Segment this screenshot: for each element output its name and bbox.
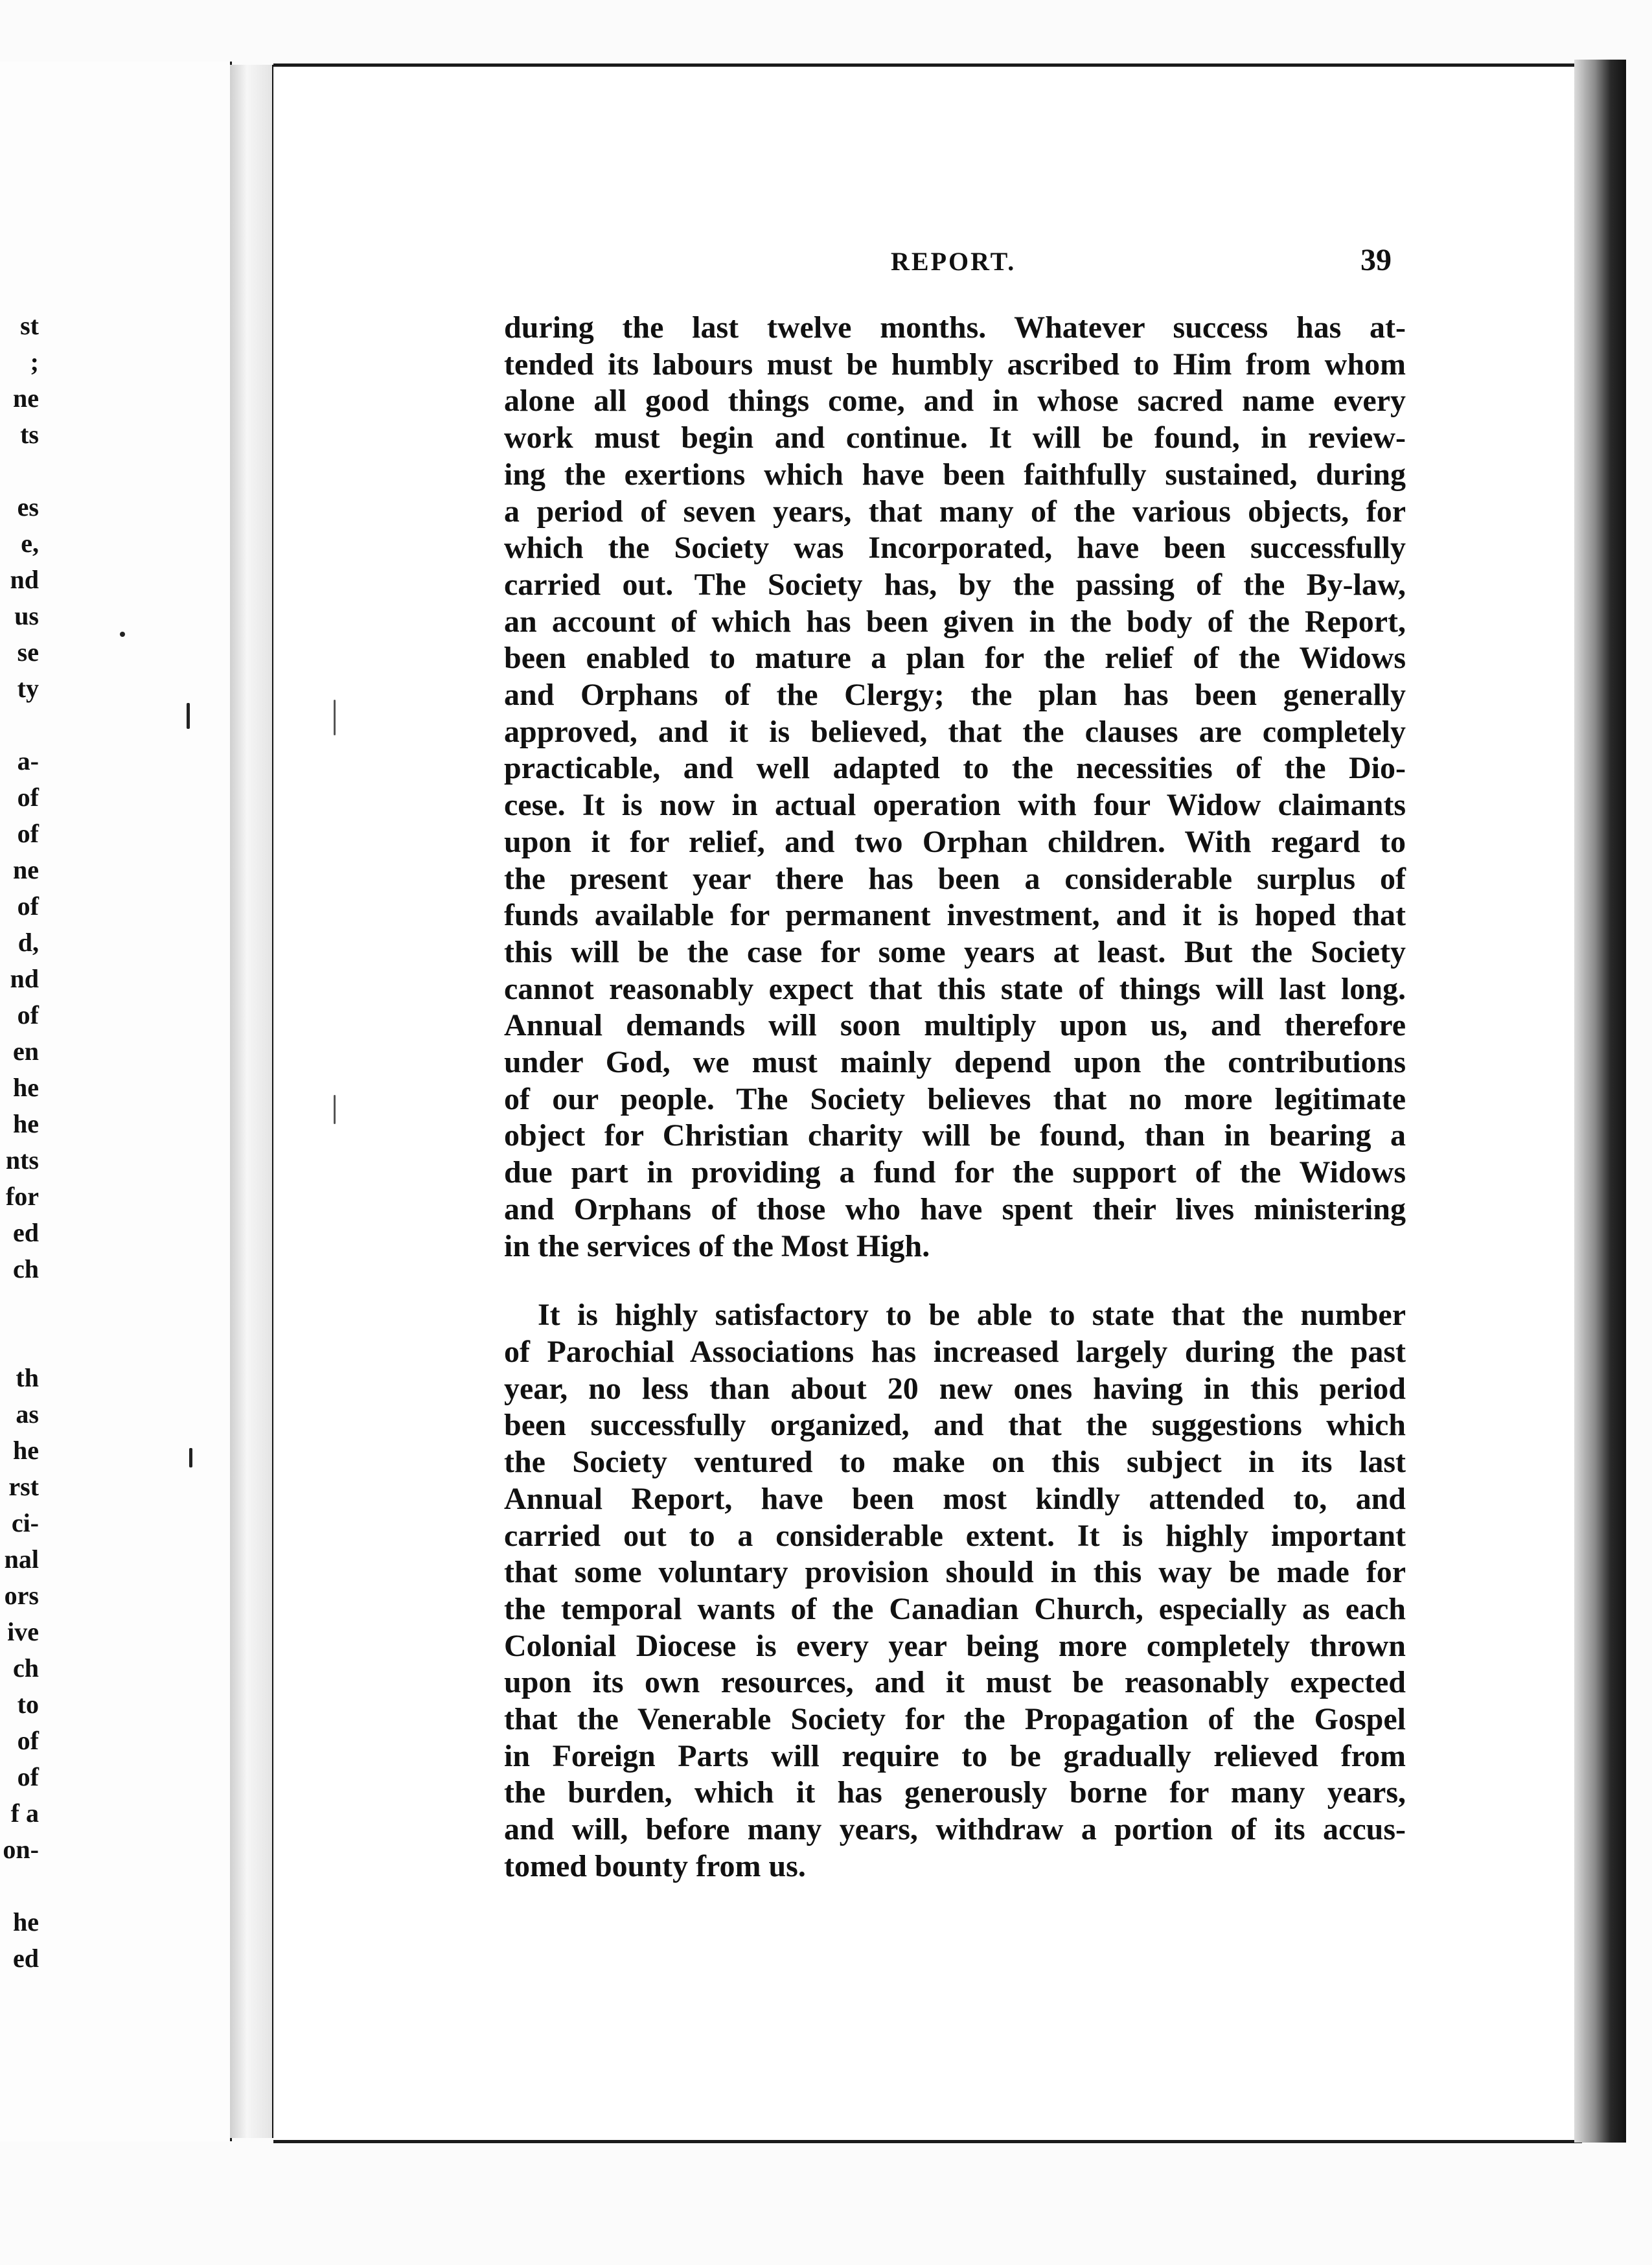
facing-fragment: ne: [13, 855, 39, 884]
facing-fragment: of: [17, 783, 39, 812]
text-line: an account of which has been given in the body of the Report,: [504, 604, 1406, 639]
facing-fragment: us: [14, 601, 39, 630]
facing-fragment: ci-: [11, 1508, 39, 1537]
scan-speck: [334, 700, 336, 735]
facing-fragment: of: [17, 819, 39, 848]
facing-fragment: of: [17, 1000, 39, 1029]
text-line: funds available for permanent investment, and it is hoped that: [504, 898, 1406, 933]
facing-fragment: ive: [7, 1617, 39, 1646]
text-line: the Society ventured to make on this subject in its last: [504, 1445, 1406, 1480]
text-line: alone all good things come, and in whose sacred name every: [504, 384, 1406, 419]
facing-fragment: [0, 1287, 39, 1324]
facing-fragment: th: [16, 1363, 39, 1392]
text-line: object for Christian charity will be found, than in bearing a: [504, 1118, 1406, 1153]
text-line: work must begin and continue. It will be found, in review-: [504, 420, 1406, 455]
facing-fragment: e,: [21, 529, 39, 558]
text-line: ing the exertions which have been faithfully sustained, during: [504, 457, 1406, 492]
facing-fragment: ne: [13, 384, 39, 413]
text-line: been enabled to mature a plan for the relief of the Widows: [504, 641, 1406, 676]
text-line: this will be the case for some years at least. But the Society: [504, 934, 1406, 969]
text-line: tended its labours must be humbly ascribed to Him from whom: [504, 347, 1406, 382]
text-line: and Orphans of the Clergy; the plan has been generally: [504, 678, 1406, 713]
facing-page-text-fragments: [0, 308, 39, 1977]
facing-fragment: [0, 1324, 39, 1360]
text-line: upon its own resources, and it must be reasonably expected: [504, 1665, 1406, 1700]
text-line: of our people. The Society believes that no more legitimate: [504, 1081, 1406, 1116]
scan-speck: [334, 1095, 336, 1124]
text-line: that some voluntary provision should in this way be made for: [504, 1555, 1406, 1590]
facing-fragment: es: [17, 492, 39, 522]
facing-fragment: ;: [30, 347, 39, 376]
facing-fragment: [0, 453, 39, 489]
facing-fragment: rst: [8, 1472, 39, 1501]
facing-fragment: en: [13, 1037, 39, 1066]
running-head: REPORT.: [891, 247, 1016, 276]
text-line: and will, before many years, withdraw a portion of its accus-: [504, 1812, 1406, 1847]
facing-fragment: a-: [17, 746, 39, 776]
scan-speck: [189, 1448, 192, 1467]
facing-fragment: of: [17, 891, 39, 921]
text-line: It is highly satisfactory to be able to state that the number: [538, 1298, 1406, 1333]
facing-fragment: on-: [3, 1835, 39, 1864]
facing-fragment: nal: [4, 1545, 39, 1574]
text-line: the burden, which it has generously borne for many years,: [504, 1775, 1406, 1810]
scan-speck: [187, 703, 190, 729]
text-line: in Foreign Parts will require to be gradually relieved from: [504, 1738, 1406, 1773]
facing-fragment: ty: [17, 674, 39, 703]
facing-fragment: of: [17, 1762, 39, 1791]
text-line: which the Society was Incorporated, have been successfully: [504, 531, 1406, 566]
facing-fragment: nd: [10, 964, 39, 993]
text-line: and Orphans of those who have spent their lives ministering: [504, 1191, 1406, 1226]
text-line: tomed bounty from us.: [504, 1848, 806, 1883]
text-line: been successfully organized, and that the suggestions which: [504, 1408, 1406, 1443]
text-line: in the services of the Most High.: [504, 1228, 930, 1263]
page-edge-shadow: [1574, 60, 1626, 2143]
facing-fragment: as: [16, 1399, 39, 1429]
facing-fragment: for: [5, 1182, 39, 1211]
facing-fragment: of: [17, 1726, 39, 1755]
facing-fragment: st: [20, 311, 39, 340]
facing-fragment: f a: [10, 1799, 39, 1828]
facing-fragment: nd: [10, 565, 39, 594]
text-line: carried out to a considerable extent. It is highly important: [504, 1518, 1406, 1553]
text-line: the present year there has been a considerable surplus of: [504, 861, 1406, 896]
facing-fragment: he: [13, 1436, 39, 1465]
page-number: 39: [1360, 243, 1392, 277]
facing-fragment: ed: [13, 1944, 39, 1973]
text-line: due part in providing a fund for the support of the Widows: [504, 1155, 1406, 1190]
facing-fragment: he: [13, 1073, 39, 1102]
facing-fragment: ch: [13, 1653, 39, 1683]
text-line: cese. It is now in actual operation with four Widow claimants: [504, 788, 1406, 823]
body-text: [504, 310, 1406, 1885]
text-line: under God, we must mainly depend upon the contributions: [504, 1045, 1406, 1080]
facing-fragment: nts: [5, 1145, 39, 1175]
facing-fragment: se: [17, 638, 39, 667]
paragraph-1: [504, 310, 1406, 1265]
text-line: Annual Report, have been most kindly attended to, and: [504, 1481, 1406, 1516]
facing-fragment: [0, 1868, 39, 1904]
text-line: a period of seven years, that many of the various objects, for: [504, 494, 1406, 529]
text-line: practicable, and well adapted to the necessities of the Dio-: [504, 751, 1406, 786]
facing-fragment: d,: [17, 928, 39, 957]
text-line: upon it for relief, and two Orphan children. With regard to: [504, 824, 1406, 859]
facing-fragment: he: [13, 1907, 39, 1937]
text-line: Annual demands will soon multiply upon us, and therefore: [504, 1008, 1406, 1043]
scan-speck: [120, 632, 125, 637]
facing-fragment: [0, 707, 39, 743]
text-line: the temporal wants of the Canadian Church, especially as each: [504, 1591, 1406, 1626]
facing-fragment: ors: [4, 1581, 39, 1610]
facing-fragment: he: [13, 1109, 39, 1138]
book-gutter: [230, 65, 275, 2138]
paragraph-2: [504, 1297, 1406, 1885]
text-line: of Parochial Associations has increased largely during the past: [504, 1334, 1406, 1369]
facing-fragment: ed: [13, 1218, 39, 1247]
facing-fragment: to: [17, 1690, 39, 1719]
facing-fragment: ch: [13, 1254, 39, 1283]
text-line: that the Venerable Society for the Propagation of the Gospel: [504, 1702, 1406, 1737]
text-line: approved, and it is believed, that the clauses are completely: [504, 714, 1406, 749]
text-line: year, no less than about 20 new ones having in this period: [504, 1371, 1406, 1406]
paragraph-gap: [504, 1265, 1406, 1297]
text-line: cannot reasonably expect that this state of things will last long.: [504, 971, 1406, 1006]
text-line: during the last twelve months. Whatever success has at-: [504, 310, 1406, 345]
text-line: Colonial Diocese is every year being more completely thrown: [504, 1628, 1406, 1663]
facing-fragment: ts: [20, 420, 39, 449]
text-line: carried out. The Society has, by the passing of the By-law,: [504, 567, 1406, 602]
